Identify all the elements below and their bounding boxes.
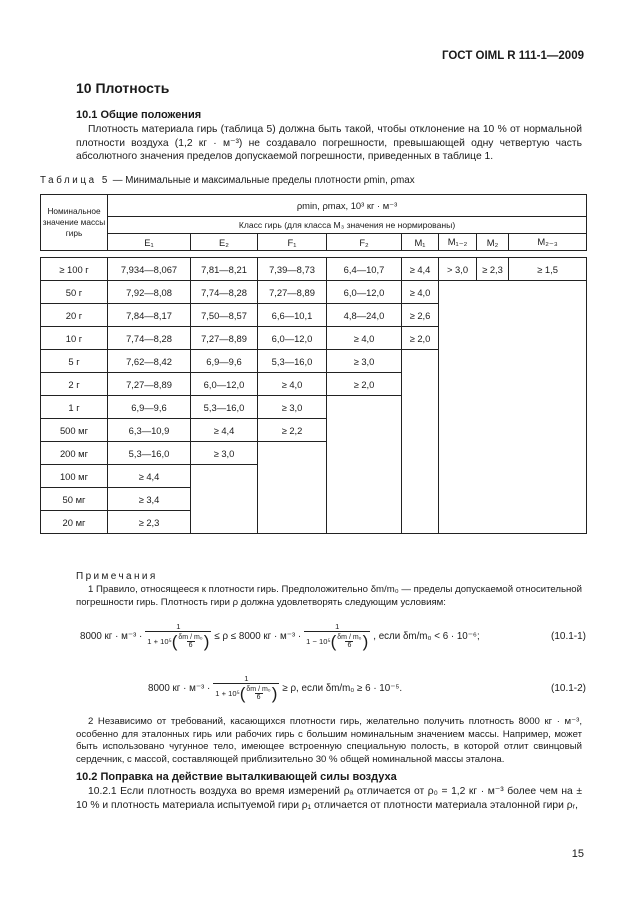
empty-block [327, 396, 402, 534]
mass-cell: 50 мг [41, 488, 108, 511]
density-header: ρmin, ρmax, 10³ кг · м⁻³ [108, 195, 587, 217]
value-cell: 6,0—12,0 [258, 327, 327, 350]
empty-block [191, 465, 258, 534]
formula-left: 8000 кг · м⁻³ · [148, 682, 211, 694]
mass-cell: ≥ 100 г [41, 258, 108, 281]
formula-10-1-2 [148, 668, 586, 708]
value-cell: 7,74—8,28 [191, 281, 258, 304]
density-table [40, 194, 587, 534]
value-cell: ≥ 3,0 [191, 442, 258, 465]
equation-number: (10.1-2) [550, 682, 586, 694]
mass-column-header: Номинальное значение массы гирь [41, 195, 108, 251]
value-cell: 7,39—8,73 [258, 258, 327, 281]
mass-cell: 5 г [41, 350, 108, 373]
class-m23-header: M₂₋₃ [509, 234, 587, 251]
formula-mid: ≤ ρ ≤ 8000 кг · м⁻³ · [214, 630, 302, 642]
formula-10-1-1 [80, 616, 586, 656]
subsection-title-10-1: 10.1 Общие положения [76, 109, 202, 121]
empty-block [258, 442, 327, 534]
class-e1-header: E₁ [108, 234, 191, 251]
class-e2-header: E₂ [191, 234, 258, 251]
value-cell: 5,3—16,0 [258, 350, 327, 373]
mass-cell: 100 мг [41, 465, 108, 488]
table-row [41, 281, 587, 304]
table-caption-prefix: Таблица 5 [40, 175, 110, 186]
value-cell: ≥ 4,4 [191, 419, 258, 442]
value-cell: ≥ 1,5 [509, 258, 587, 281]
value-cell: 7,92—8,08 [108, 281, 191, 304]
fraction: 1 1 + 10⁵ ( δm / m₀ 6 ) [215, 674, 278, 703]
class-f1-header: F₁ [258, 234, 327, 251]
value-cell: 6,9—9,6 [108, 396, 191, 419]
value-cell: 7,27—8,89 [108, 373, 191, 396]
value-cell: 5,3—16,0 [191, 396, 258, 419]
value-cell: 6,3—10,9 [108, 419, 191, 442]
value-cell: 4,8—24,0 [327, 304, 402, 327]
note-2: 2 Независимо от требований, касающихся плотности гирь, желательно получить плотность 8000 кг · м⁻³, особенно для эталонных гирь или рабочих гирь с большим номинальным значением массы. Например, может быть использовано чугунное тело, имеющее встроенную специальную полость, в которой отлит свинцовый сердечник, с массой, составляющей приблизительно 30 % общей номинальной массы эталона. [76, 716, 582, 765]
value-cell: ≥ 3,0 [327, 350, 402, 373]
class-m12-header: M₁₋₂ [439, 234, 477, 251]
section-title: 10 Плотность [76, 80, 170, 96]
value-cell: 6,9—9,6 [191, 350, 258, 373]
value-cell: ≥ 4,0 [258, 373, 327, 396]
table-caption [40, 175, 415, 186]
value-cell: 6,6—10,1 [258, 304, 327, 327]
value-cell: ≥ 4,0 [327, 327, 402, 350]
value-cell: 5,3—16,0 [108, 442, 191, 465]
value-cell: ≥ 3,4 [108, 488, 191, 511]
value-cell: 7,84—8,17 [108, 304, 191, 327]
value-cell: 7,50—8,57 [191, 304, 258, 327]
value-cell: 7,934—8,067 [108, 258, 191, 281]
value-cell: 7,27—8,89 [258, 281, 327, 304]
mass-cell: 1 г [41, 396, 108, 419]
note-1: 1 Правило, относящееся к плотности гирь. Предположительно δm/m₀ — пределы допускаемой относительной погрешности гирь. Плотность гири ρ должна удовлетворять следующим условиям: [76, 584, 582, 608]
empty-block [402, 350, 439, 534]
value-cell: 6,0—12,0 [327, 281, 402, 304]
value-cell: ≥ 2,0 [402, 327, 439, 350]
subsection-title-10-2: 10.2 Поправка на действие выталкивающей силы воздуха [76, 771, 397, 783]
subsection-10-2-text: 10.2.1 Если плотность воздуха во время измерений ρₐ отличается от ρ₀ = 1,2 кг · м⁻³ более чем на ± 10 % и плотность материала испытуемой гири ρ₁ отличается от плотности материала эталонной гири ρᵣ, [76, 786, 582, 811]
fraction: 1 1 − 10⁵ ( δm / m₀ 6 ) [306, 622, 369, 651]
mass-cell: 2 г [41, 373, 108, 396]
value-cell: ≥ 4,0 [402, 281, 439, 304]
value-cell: 7,81—8,21 [191, 258, 258, 281]
class-f2-header: F₂ [327, 234, 402, 251]
equation-number: (10.1-1) [550, 630, 586, 642]
formula-condition: ≥ ρ, если δm/m₀ ≥ 6 · 10⁻⁵. [282, 682, 403, 694]
value-cell: > 3,0 [439, 258, 477, 281]
subsection-10-1-text: Плотность материала гирь (таблица 5) должна быть такой, чтобы отклонение на 10 % от нормальной плотности воздуха (1,2 кг · м⁻³) не создавало погрешности, превышающей одну четвертую часть абсолютного значения пределов допускаемой погрешности, приведенных в таблице 1. [76, 124, 582, 163]
mass-cell: 50 г [41, 281, 108, 304]
page-number: 15 [571, 848, 584, 860]
document-header: ГОСТ OIML R 111-1—2009 [441, 50, 584, 62]
value-cell: ≥ 4,4 [108, 465, 191, 488]
value-cell: ≥ 2,3 [477, 258, 509, 281]
class-header: Класс гирь (для класса M₃ значения не нормированы) [108, 217, 587, 234]
value-cell: 6,4—10,7 [327, 258, 402, 281]
mass-cell: 20 мг [41, 511, 108, 534]
value-cell: 7,74—8,28 [108, 327, 191, 350]
value-cell: 6,0—12,0 [191, 373, 258, 396]
formula-condition: , если δm/m₀ < 6 · 10⁻⁶; [373, 630, 480, 642]
class-m2-header: M₂ [477, 234, 509, 251]
value-cell: ≥ 2,2 [258, 419, 327, 442]
mass-cell: 10 г [41, 327, 108, 350]
class-m1-header: M₁ [402, 234, 439, 251]
value-cell: 7,27—8,89 [191, 327, 258, 350]
fraction: 1 1 + 10⁵ ( δm / m₀ 6 ) [147, 622, 210, 651]
value-cell: ≥ 3,0 [258, 396, 327, 419]
mass-cell: 200 мг [41, 442, 108, 465]
value-cell: 7,62—8,42 [108, 350, 191, 373]
value-cell: ≥ 2,0 [327, 373, 402, 396]
table-row [41, 258, 587, 281]
value-cell: ≥ 2,6 [402, 304, 439, 327]
formula-left: 8000 кг · м⁻³ · [80, 630, 143, 642]
mass-cell: 500 мг [41, 419, 108, 442]
empty-block [439, 281, 587, 534]
notes-title: Примечания [76, 571, 158, 582]
value-cell: ≥ 4,4 [402, 258, 439, 281]
value-cell: ≥ 2,3 [108, 511, 191, 534]
table-caption-text: — Минимальные и максимальные пределы плотности ρmin, ρmax [109, 175, 415, 186]
mass-cell: 20 г [41, 304, 108, 327]
